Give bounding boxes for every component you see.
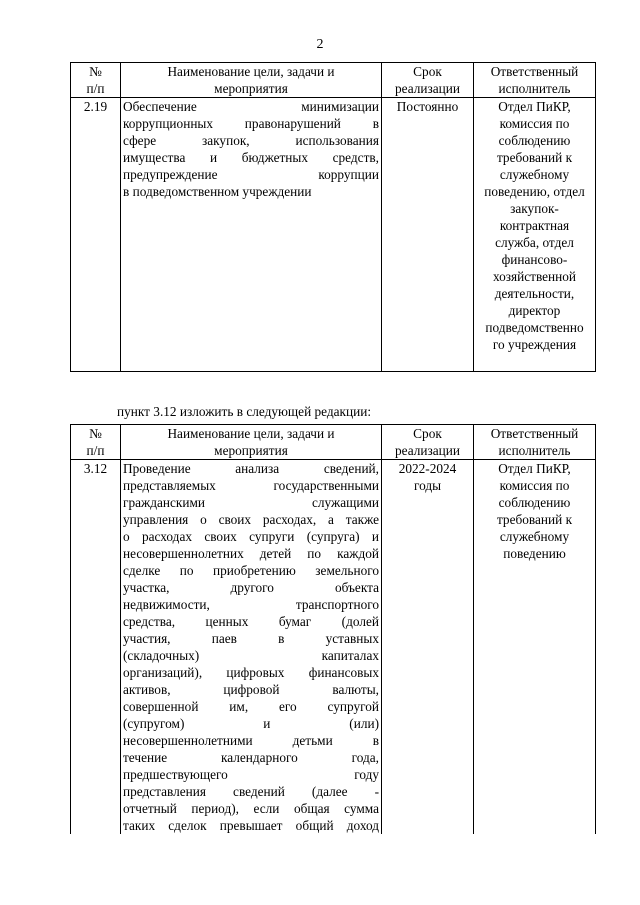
amendment-intro: пункт 3.12 изложить в следующей редакции: <box>117 404 372 419</box>
page-number: 2 <box>316 37 324 52</box>
measure-name: Обеспечение минимизации коррупционных правонарушений в сфере закупок, использования имущества и бюджетных средств, предупреждение коррупции в подведомственном учреждении <box>121 98 382 372</box>
executor: Отдел ПиКР, комиссия по соблюдению требований к служебному поведению <box>474 460 596 835</box>
header-term: Срок реализации <box>382 425 474 460</box>
term: 2022-2024 годы <box>382 460 474 835</box>
measures-table-2-19 <box>70 62 596 372</box>
header-executor: Ответственный исполнитель <box>474 425 596 460</box>
table-row <box>71 460 596 835</box>
executor: Отдел ПиКР, комиссия по соблюдению требований к служебному поведению, отдел закупок- контрактная служба, отдел финансово- хозяйственной деятельности, директор подведомственно го учреждения <box>474 98 596 372</box>
header-name: Наименование цели, задачи и мероприятия <box>121 425 382 460</box>
header-num: № п/п <box>71 63 121 98</box>
table-header-row <box>71 63 596 98</box>
row-number: 3.12 <box>71 460 121 835</box>
measure-name: Проведение анализа сведений, представляемых государственными гражданскими служащими управления о своих расходах, а также о расходах своих супруги (супруга) и несовершеннолетних детей по каждой сделке по приобретению земельного участка, другого объекта недвижимости, транспортного средства, ценных бумаг (долей участия, паев в уставных (складочных) капиталах организаций), цифровых финансовых активов, цифровой валюты, совершенной им, его супругой (супругом) и (или) несовершеннолетними детьми в течение календарного года, предшествующего году представления сведений (далее - отчетный период), если общая сумма таких сделок превышает общий доход <box>121 460 382 835</box>
header-executor: Ответственный исполнитель <box>474 63 596 98</box>
header-name: Наименование цели, задачи и мероприятия <box>121 63 382 98</box>
table-header-row <box>71 425 596 460</box>
term: Постоянно <box>382 98 474 372</box>
header-num: № п/п <box>71 425 121 460</box>
table-row <box>71 98 596 372</box>
measures-table-3-12 <box>70 424 596 834</box>
row-number: 2.19 <box>71 98 121 372</box>
header-term: Срок реализации <box>382 63 474 98</box>
